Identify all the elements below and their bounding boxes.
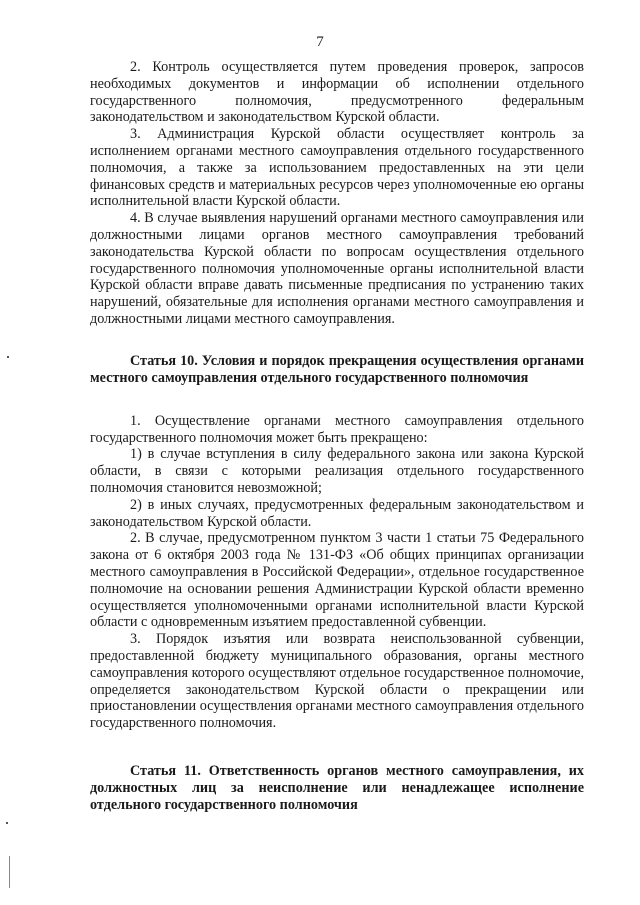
article-10-paragraph-2: 2. В случае, предусмотренном пунктом 3 части 1 статьи 75 Федерального закона от 6 октября 2003 года № 131-ФЗ «Об общих принципах организации местного самоуправления в Российской Федерации», отдельное государственное полномочие на основании решения Администрации Курской области временно осуществляется уполномоченными органами исполнительной власти Курской области с одновременным изъятием предоставленной субвенции. (90, 530, 584, 631)
paragraph-control-4: 4. В случае выявления нарушений органами местного самоуправления или должностными лицами органов местного самоуправления требований законодательства Курской области по вопросам осуществления отдельного государственного полномочия уполномоченные органы исполнительной власти Курской области вправе давать письменные предписания по устранению таких нарушений, обязательные для исполнения органами местного самоуправления и должностными лицами местного самоуправления. (90, 210, 584, 327)
spacer (90, 732, 584, 763)
article-10-item-1: 1) в случае вступления в силу федерального закона или закона Курской области, в связи с которыми реализация отдельного государственного полномочия становится невозможной; (90, 446, 584, 496)
page-number: 7 (316, 34, 324, 50)
paragraph-control-3: 3. Администрация Курской области осуществляет контроль за исполнением органами местного самоуправления отдельного государственного полномочия, а также за использованием предоставленных на эти цели финансовых средств и материальных ресурсов через уполномоченные ею органы исполнительной власти Курской области. (90, 126, 584, 210)
article-10-heading: Статья 10. Условия и порядок прекращения осуществления органами местного самоуправления отдельного государственного полномочия (90, 352, 584, 386)
article-10-paragraph-1: 1. Осуществление органами местного самоуправления отдельного государственного полномочия может быть прекращено: (90, 412, 584, 446)
scan-mark (7, 356, 9, 358)
paragraph-control-2: 2. Контроль осуществляется путем проведения проверок, запросов необходимых документов и информации об исполнении отдельного государственного полномочия, предусмотренного федеральным законодательством и законодательством Курской области. (90, 59, 584, 126)
scan-edge-line (9, 856, 10, 888)
article-10-paragraph-3: 3. Порядок изъятия или возврата неиспользованной субвенции, предоставленной бюджету муниципального образования, органы местного самоуправления которого осуществляют отдельное государственное полномочие, определяется законодательством Курской области о прекращении или приостановлении осуществления органами местного самоуправления отдельного государственного полномочия. (90, 631, 584, 732)
scan-mark (6, 822, 8, 824)
spacer (90, 387, 584, 413)
document-body (90, 59, 584, 814)
spacer (90, 328, 584, 353)
article-10-item-2: 2) в иных случаях, предусмотренных федеральным законодательством и законодательством Курской области. (90, 496, 584, 530)
article-11-heading: Статья 11. Ответственность органов местного самоуправления, их должностных лиц за неисполнение или ненадлежащее исполнение отдельного государственного полномочия (90, 762, 584, 813)
